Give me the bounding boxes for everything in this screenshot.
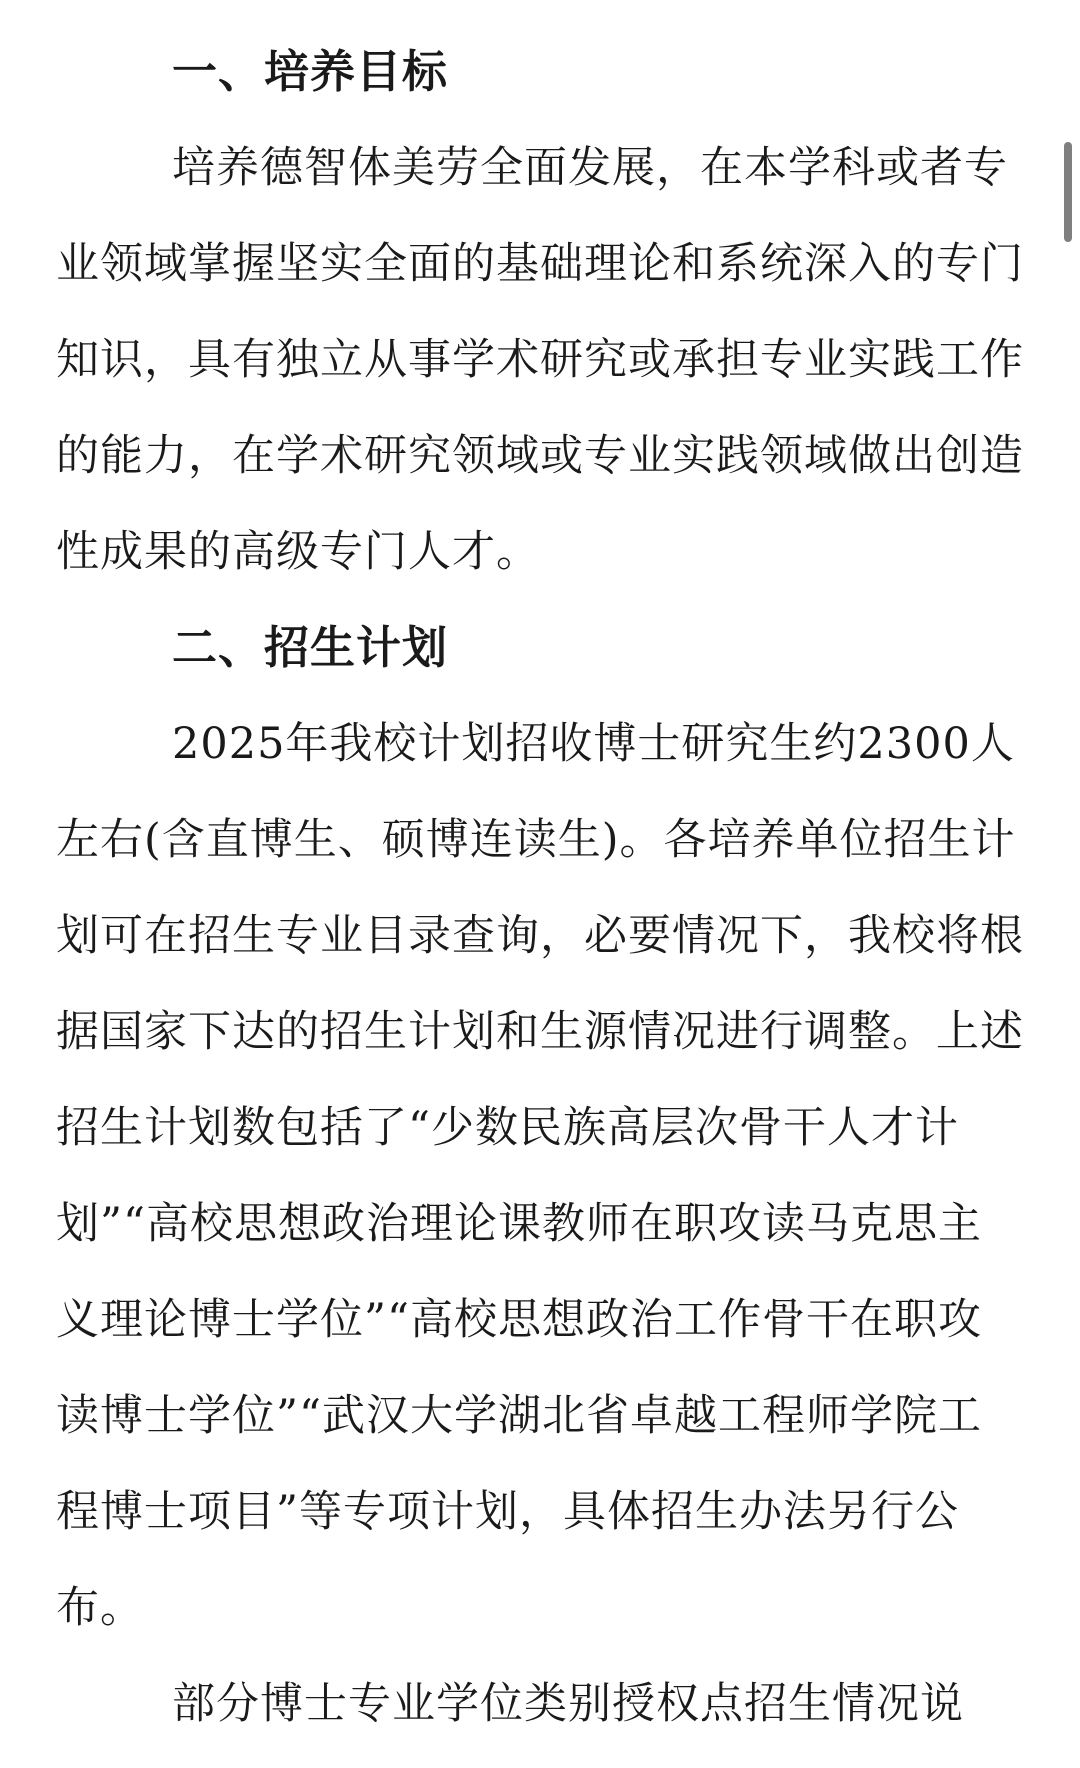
section-heading-enrollment-plan: 二、招生计划 [172, 621, 449, 674]
paragraph-training-goals: 培养德智体美劳全面发展，在本学科或者专业领域掌握坚实全面的基础理论和系统深入的专门知识，具有独立从事学术研究或承担专业实践工作的能力，在学术研究领域或专业实践领域做出创造性成果的高级专门人才。 [56, 143, 1024, 577]
section-heading-training-goals: 一、培养目标 [172, 45, 449, 98]
paragraph-enrollment-plan: 2025年我校计划招收博士研究生约2300人左右(含直博生、硕博连读生)。各培养单位招生计划可在招生专业目录查询，必要情况下，我校将根据国家下达的招生计划和生源情况进行调整。上述招生计划数包括了“少数民族高层次骨干人才计划”“高校思想政治理论课教师在职攻读马克思主义理论博士学位”“高校思想政治工作骨干在职攻读博士学位”“武汉大学湖北省卓越工程师学院工程博士项目”等专项计划，具体招生办法另行公布。 [56, 719, 1024, 1633]
paragraph-professional-degree-note: 部分博士专业学位类别授权点招生情况说 [172, 1679, 964, 1729]
scrollbar-thumb[interactable] [1064, 142, 1072, 242]
document-content [56, 24, 1024, 1752]
